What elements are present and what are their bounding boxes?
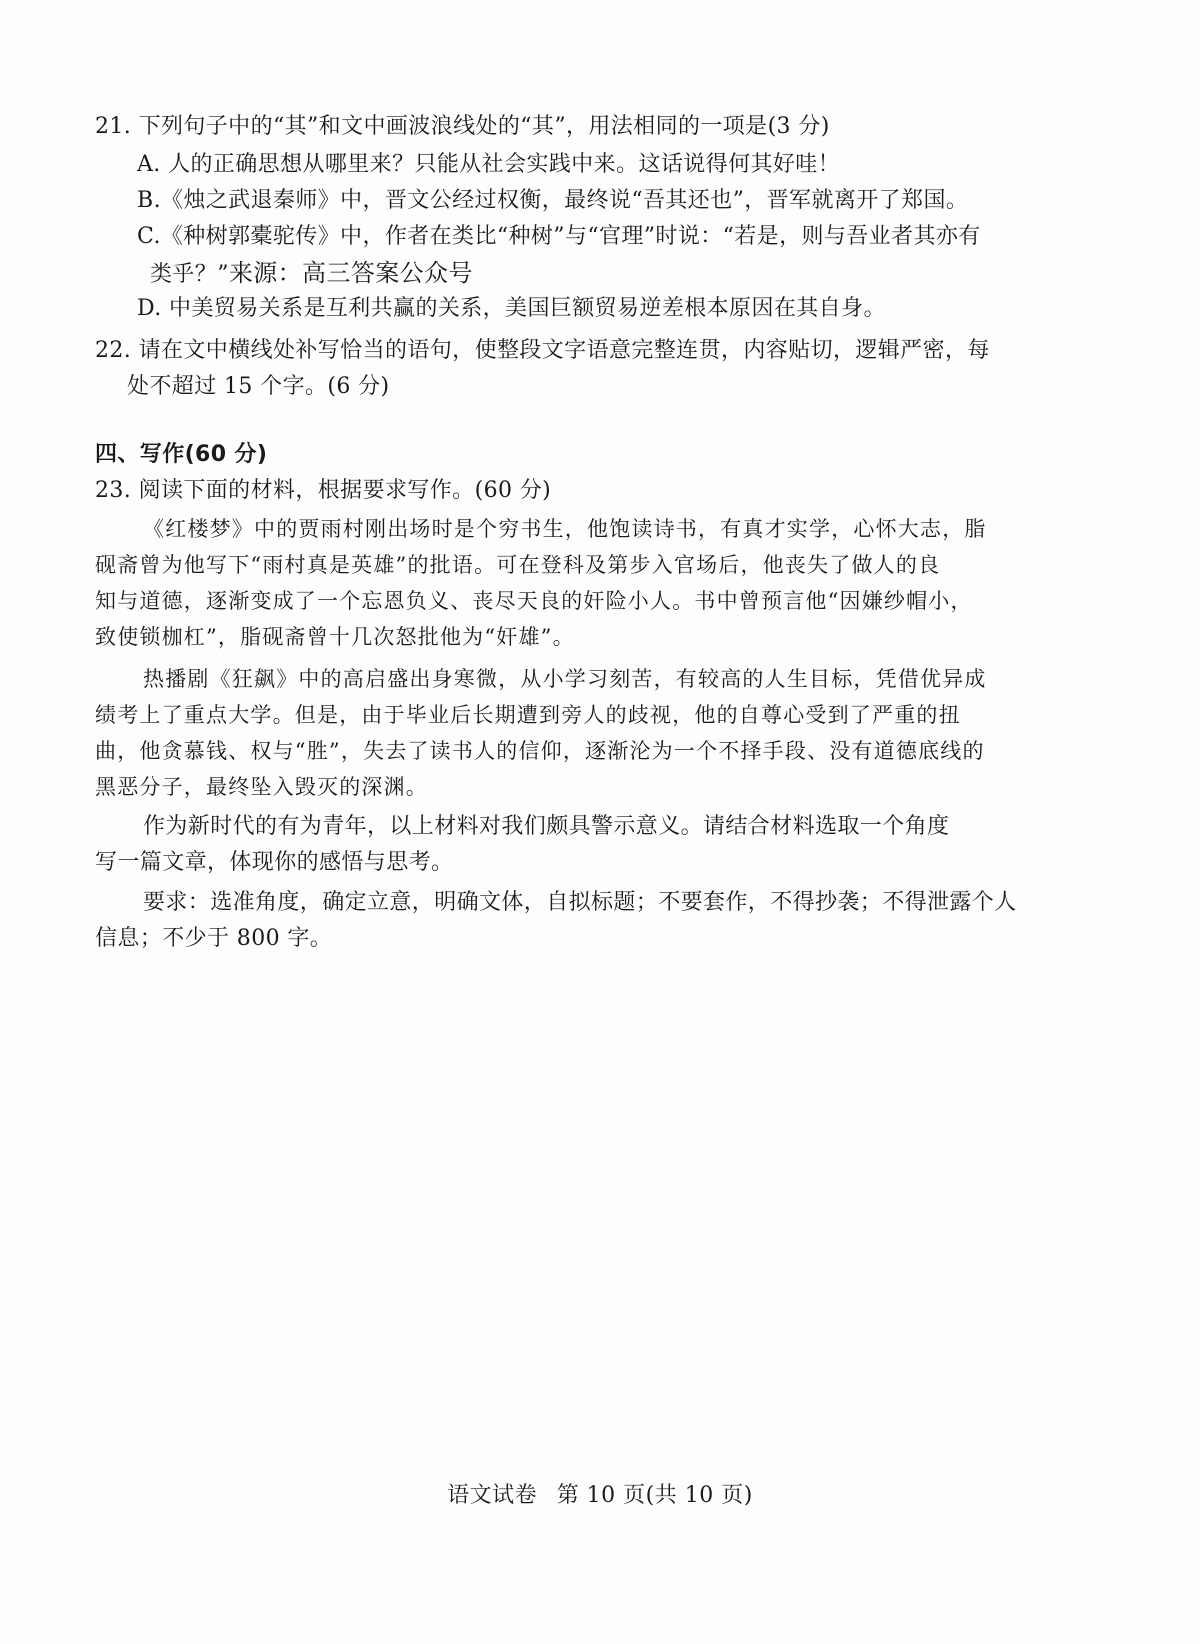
question-21-option-b: B.《烛之武退秦师》中，晋文公经过权衡，最终说“吾其还也”，晋军就离开了郑国。 bbox=[137, 188, 969, 213]
material-paragraph-2-line1: 热播剧《狂飙》中的高启盛出身寒微，从小学习刻苦，有较高的人生目标，凭借优异成 bbox=[143, 667, 987, 691]
material-paragraph-2-line3: 曲，他贪慕钱、权与“胜”，失去了读书人的信仰，逐渐沦为一个不择手段、没有道德底线的 bbox=[95, 739, 985, 763]
question-21-option-c-line2 bbox=[150, 258, 473, 290]
material-paragraph-2-line2: 绩考上了重点大学。但是，由于毕业后长期遭到旁人的歧视，他的自尊心受到了严重的扭 bbox=[95, 703, 961, 727]
material-paragraph-1-line4: 致使锁枷杠”，脂砚斋曾十几次怒批他为“奸雄”。 bbox=[95, 625, 575, 649]
question-21-option-c-line1: C.《种树郭橐驼传》中，作者在类比“种树”与“官理”时说：“若是，则与吾业者其亦有 bbox=[137, 224, 981, 249]
page-footer bbox=[0, 1478, 1200, 1509]
material-paragraph-2-line4: 黑恶分子，最终坠入毁灭的深渊。 bbox=[95, 775, 428, 799]
question-22-line2: 处不超过 15 个字。(6 分) bbox=[127, 374, 390, 399]
question-23-stem: 23. 阅读下面的材料，根据要求写作。(60 分) bbox=[95, 478, 552, 503]
footer-page-info: 第 10 页(共 10 页) bbox=[556, 1483, 753, 1508]
question-22-line1: 22. 请在文中横线处补写恰当的语句，使整段文字语意完整连贯，内容贴切，逻辑严密，每 bbox=[95, 338, 990, 363]
question-21-stem: 21. 下列句子中的“其”和文中画波浪线处的“其”，用法相同的一项是(3 分) bbox=[95, 114, 830, 139]
material-paragraph-1-line3: 知与道德，逐渐变成了一个忘恩负义、丧尽天良的奸险小人。书中曾预言他“因嫌纱帽小， bbox=[95, 589, 973, 613]
material-paragraph-1-line1: 《红楼梦》中的贾雨村刚出场时是个穷书生，他饱读诗书，有真才实学，心怀大志，脂 bbox=[143, 517, 987, 541]
section-writing-title: 四、写作(60 分) bbox=[95, 442, 268, 467]
requirements-line1: 要求：选准角度，确定立意，明确文体，自拟标题；不要套作，不得抄袭；不得泄露个人 bbox=[143, 890, 1017, 915]
material-paragraph-1-line2: 砚斋曾为他写下“雨村真是英雄”的批语。可在登科及第步入官场后，他丧失了做人的良 bbox=[95, 553, 941, 577]
question-21-option-d: D. 中美贸易关系是互利共赢的关系，美国巨额贸易逆差根本原因在其自身。 bbox=[137, 296, 886, 321]
option-c-continuation: 类乎？” bbox=[150, 262, 229, 287]
prompt-paragraph-line1: 作为新时代的有为青年，以上材料对我们颇具警示意义。请结合材料选取一个角度 bbox=[143, 814, 950, 839]
question-21-option-a: A. 人的正确思想从哪里来？只能从社会实践中来。这话说得何其好哇！ bbox=[137, 152, 841, 177]
requirements-line2: 信息；不少于 800 字。 bbox=[95, 926, 333, 951]
source-note: 来源：高三答案公众号 bbox=[228, 259, 473, 287]
footer-subject: 语文试卷 bbox=[447, 1483, 538, 1508]
prompt-paragraph-line2: 写一篇文章，体现你的感悟与思考。 bbox=[95, 850, 454, 875]
